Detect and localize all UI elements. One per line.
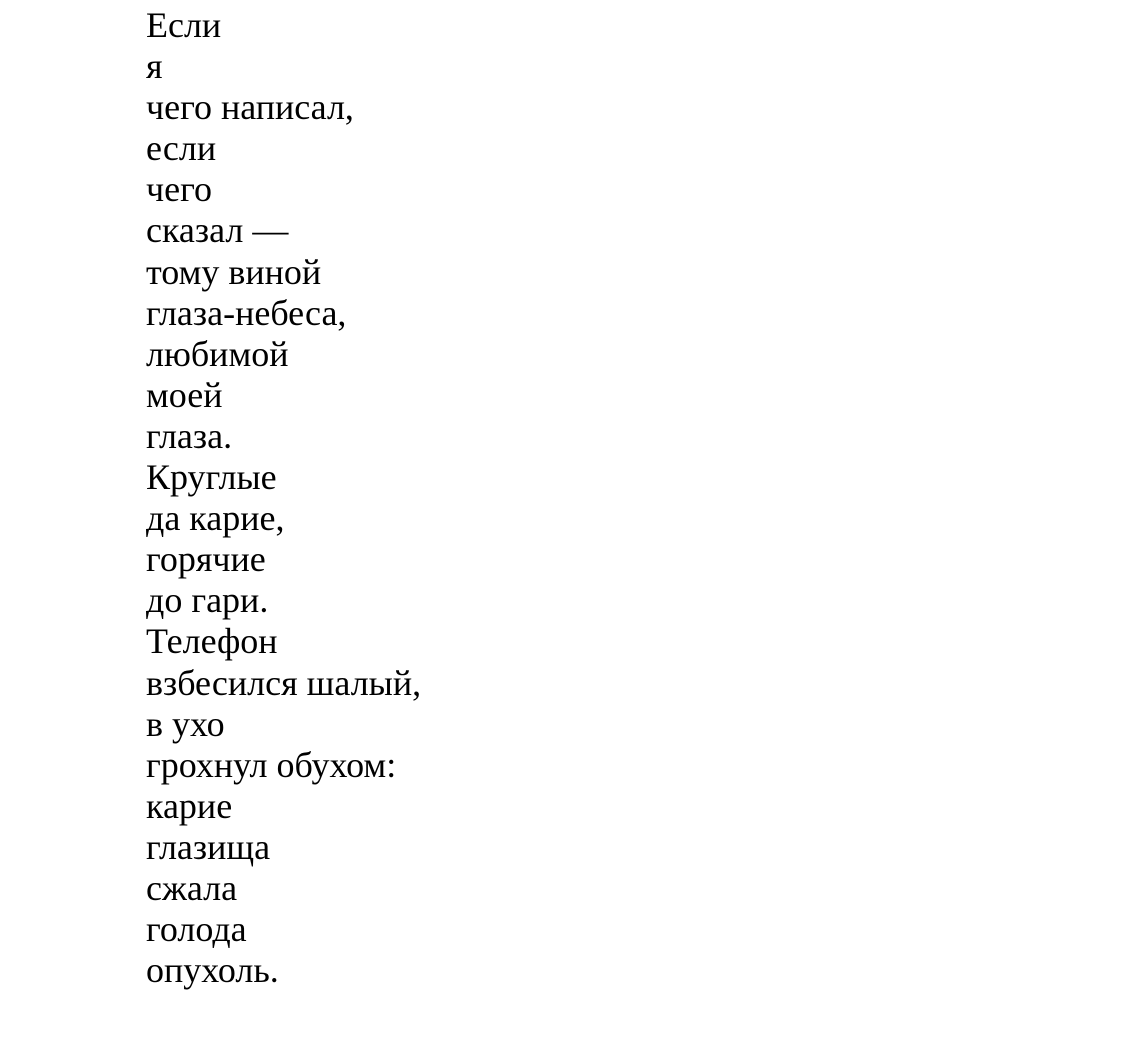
poem-line: в ухо — [146, 703, 225, 744]
poem-line: тому виной — [146, 251, 322, 292]
poem-line: глазища — [146, 826, 271, 867]
poem-line: если — [146, 128, 217, 169]
poem-line: Если — [146, 5, 222, 45]
poem-line: взбесился шалый, — [146, 662, 422, 703]
poem-line: Круглые — [146, 457, 277, 498]
poem-line: любимой — [146, 333, 289, 374]
poem-line: глаза-небеса, — [146, 292, 347, 333]
poem-line: горячие — [146, 539, 266, 580]
poem-line: голода — [146, 909, 247, 950]
poem-line: чего написал, — [146, 87, 354, 128]
poem-line: до гари. — [146, 580, 269, 621]
poem-line: сказал — — [146, 210, 289, 251]
poem-line: грохнул обухом: — [146, 744, 397, 785]
poem-line: карие — [146, 785, 233, 826]
poem-line: Телефон — [146, 621, 278, 662]
poem-line: моей — [146, 374, 223, 415]
poem-line: опухоль. — [146, 950, 279, 991]
poem-text — [146, 5, 421, 991]
poem-line: да карие, — [146, 498, 285, 539]
poem-line: я — [146, 46, 163, 87]
poem-line: сжала — [146, 867, 238, 908]
poem-line: чего — [146, 169, 212, 210]
poem-line: глаза. — [146, 415, 233, 456]
